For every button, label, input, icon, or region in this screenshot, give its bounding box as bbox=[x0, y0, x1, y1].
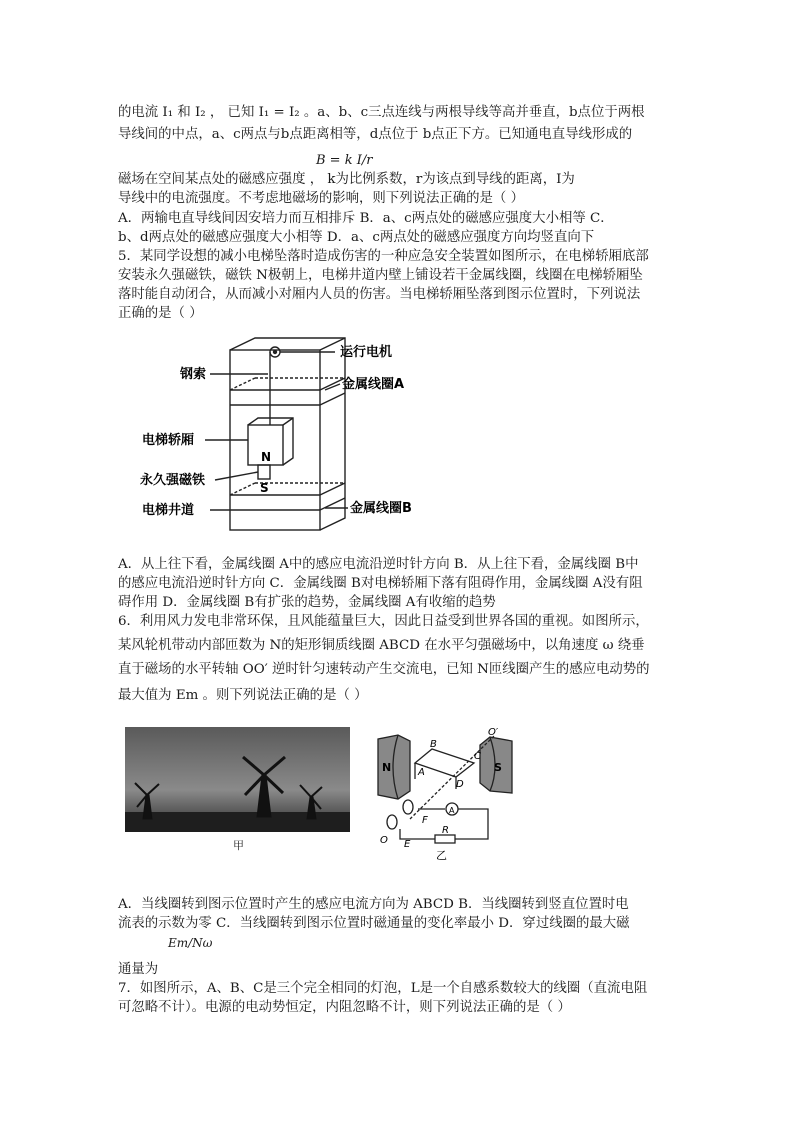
label-n-pole: N bbox=[382, 761, 392, 774]
q7-line-1: 7．如图所示，A、B、C是三个完全相同的灯泡，L是一个自感系数较大的线圈（直流电阻 bbox=[118, 981, 648, 996]
q5-option-line-2: 的感应电流沿逆时针方向 C．金属线圈 B对电梯轿厢下落有阻碍作用，金属线圈 A没有阻 bbox=[118, 576, 643, 591]
windmill-photo bbox=[125, 727, 350, 852]
elevator-figure bbox=[140, 330, 460, 540]
q6-line-3: 直于磁场的水平转轴 OO′ 逆时针匀速转动产生交流电，已知 N匝线圈产生的感应电动势的 bbox=[118, 662, 650, 677]
q4-line-3: 磁场在空间某点处的磁感应强度 ， k为比例系数，r为该点到导线的距离，I为 bbox=[118, 172, 575, 187]
label-car: 电梯轿厢 bbox=[142, 433, 195, 448]
q6-line-1: 6．利用风力发电非常环保，且风能蕴量巨大，因此日益受到世界各国的重视。如图所示， bbox=[118, 614, 649, 629]
label-cable: 钢索 bbox=[180, 367, 207, 382]
q4-line-2: 导线间的中点，a、c两点与b点距离相等，d点位于 b点正下方。已知通电直导线形成的 bbox=[118, 127, 633, 142]
label-s-pole: S bbox=[494, 761, 502, 774]
label-motor: 运行电机 bbox=[340, 345, 393, 360]
q6-line-4: 最大值为 Em 。则下列说法正确的是（ ） bbox=[118, 688, 368, 703]
generator-figure bbox=[370, 727, 520, 862]
label-o: O bbox=[380, 835, 388, 846]
label-jia: 甲 bbox=[233, 839, 244, 852]
label-f: F bbox=[422, 815, 428, 826]
label-c: C bbox=[474, 751, 481, 762]
label-o-prime: O′ bbox=[488, 727, 499, 738]
q5-option-line-3: 碍作用 D．金属线圈 B有扩张的趋势，金属线圈 A有收缩的趋势 bbox=[118, 595, 496, 610]
label-coil-a: 金属线圈A bbox=[342, 377, 405, 392]
q6-flux-fraction: Em/Nω bbox=[168, 936, 213, 950]
label-b: B bbox=[430, 739, 437, 750]
label-e: E bbox=[404, 839, 411, 850]
resistor-icon bbox=[435, 835, 455, 843]
q6-line-2: 某风轮机带动内部匝数为 N的矩形铜质线圈 ABCD 在水平匀强磁场中，以角速度 ω 绕垂 bbox=[118, 638, 645, 653]
q5-line-4: 正确的是（ ） bbox=[118, 306, 203, 321]
q6-option-line-1: A．当线圈转到图示位置时产生的感应电流方向为 ABCD B．当线圈转到竖直位置时电 bbox=[118, 897, 629, 912]
label-ammeter: A bbox=[449, 806, 455, 815]
magnet-icon bbox=[258, 465, 270, 479]
label-d: D bbox=[456, 779, 464, 790]
label-coil-b: 金属线圈B bbox=[350, 501, 412, 516]
slip-ring-1 bbox=[403, 800, 413, 814]
label-a: A bbox=[418, 767, 425, 778]
label-magnet: 永久强磁铁 bbox=[140, 473, 206, 488]
label-s: S bbox=[260, 481, 269, 495]
label-shaft: 电梯井道 bbox=[142, 503, 195, 518]
q4-formula: B = k I/r bbox=[316, 153, 373, 168]
label-yi: 乙 bbox=[436, 849, 447, 862]
q5-line-2: 安装永久强磁铁，磁铁 N极朝上，电梯井道内壁上铺设若干金属线圈，线圈在电梯轿厢坠 bbox=[118, 268, 643, 283]
q5-option-line-1: A．从上往下看，金属线圈 A中的感应电流沿逆时针方向 B．从上往下看，金属线圈 B中 bbox=[118, 557, 639, 572]
q4-option-line-1: A．两输电直导线间因安培力而互相排斥 B．a、c两点处的磁感应强度大小相等 C． bbox=[118, 211, 614, 226]
slip-ring-2 bbox=[387, 815, 397, 829]
q4-line-1: 的电流 I₁ 和 I₂ ， 已知 I₁ = I₂ 。a、b、c三点连线与两根导线等高并垂直，b点位于两根 bbox=[118, 105, 645, 120]
q6-option-line-2: 流表的示数为零 C．当线圈转到图示位置时磁通量的变化率最小 D．穿过线圈的最大磁 bbox=[118, 916, 630, 931]
shaft-side bbox=[230, 338, 345, 530]
q4-option-line-2: b、d两点处的磁感应强度大小相等 D．a、c两点处的磁感应强度方向均竖直向下 bbox=[118, 230, 595, 245]
q5-line-1: 5．某同学设想的减小电梯坠落时造成伤害的一种应急安全装置如图所示，在电梯轿厢底部 bbox=[118, 249, 649, 264]
label-n: N bbox=[261, 450, 272, 464]
q5-line-3: 落时能自动闭合，从而减小对厢内人员的伤害。当电梯轿厢坠落到图示位置时，下列说法 bbox=[118, 287, 641, 302]
label-r: R bbox=[442, 825, 449, 836]
q7-line-2: 可忽略不计）。电源的电动势恒定，内阻忽略不计，则下列说法正确的是（ ） bbox=[118, 1000, 571, 1015]
q4-line-4: 导线中的电流强度。不考虑地磁场的影响，则下列说法正确的是（ ） bbox=[118, 191, 524, 206]
q6-option-line-3: 通量为 bbox=[118, 962, 159, 977]
